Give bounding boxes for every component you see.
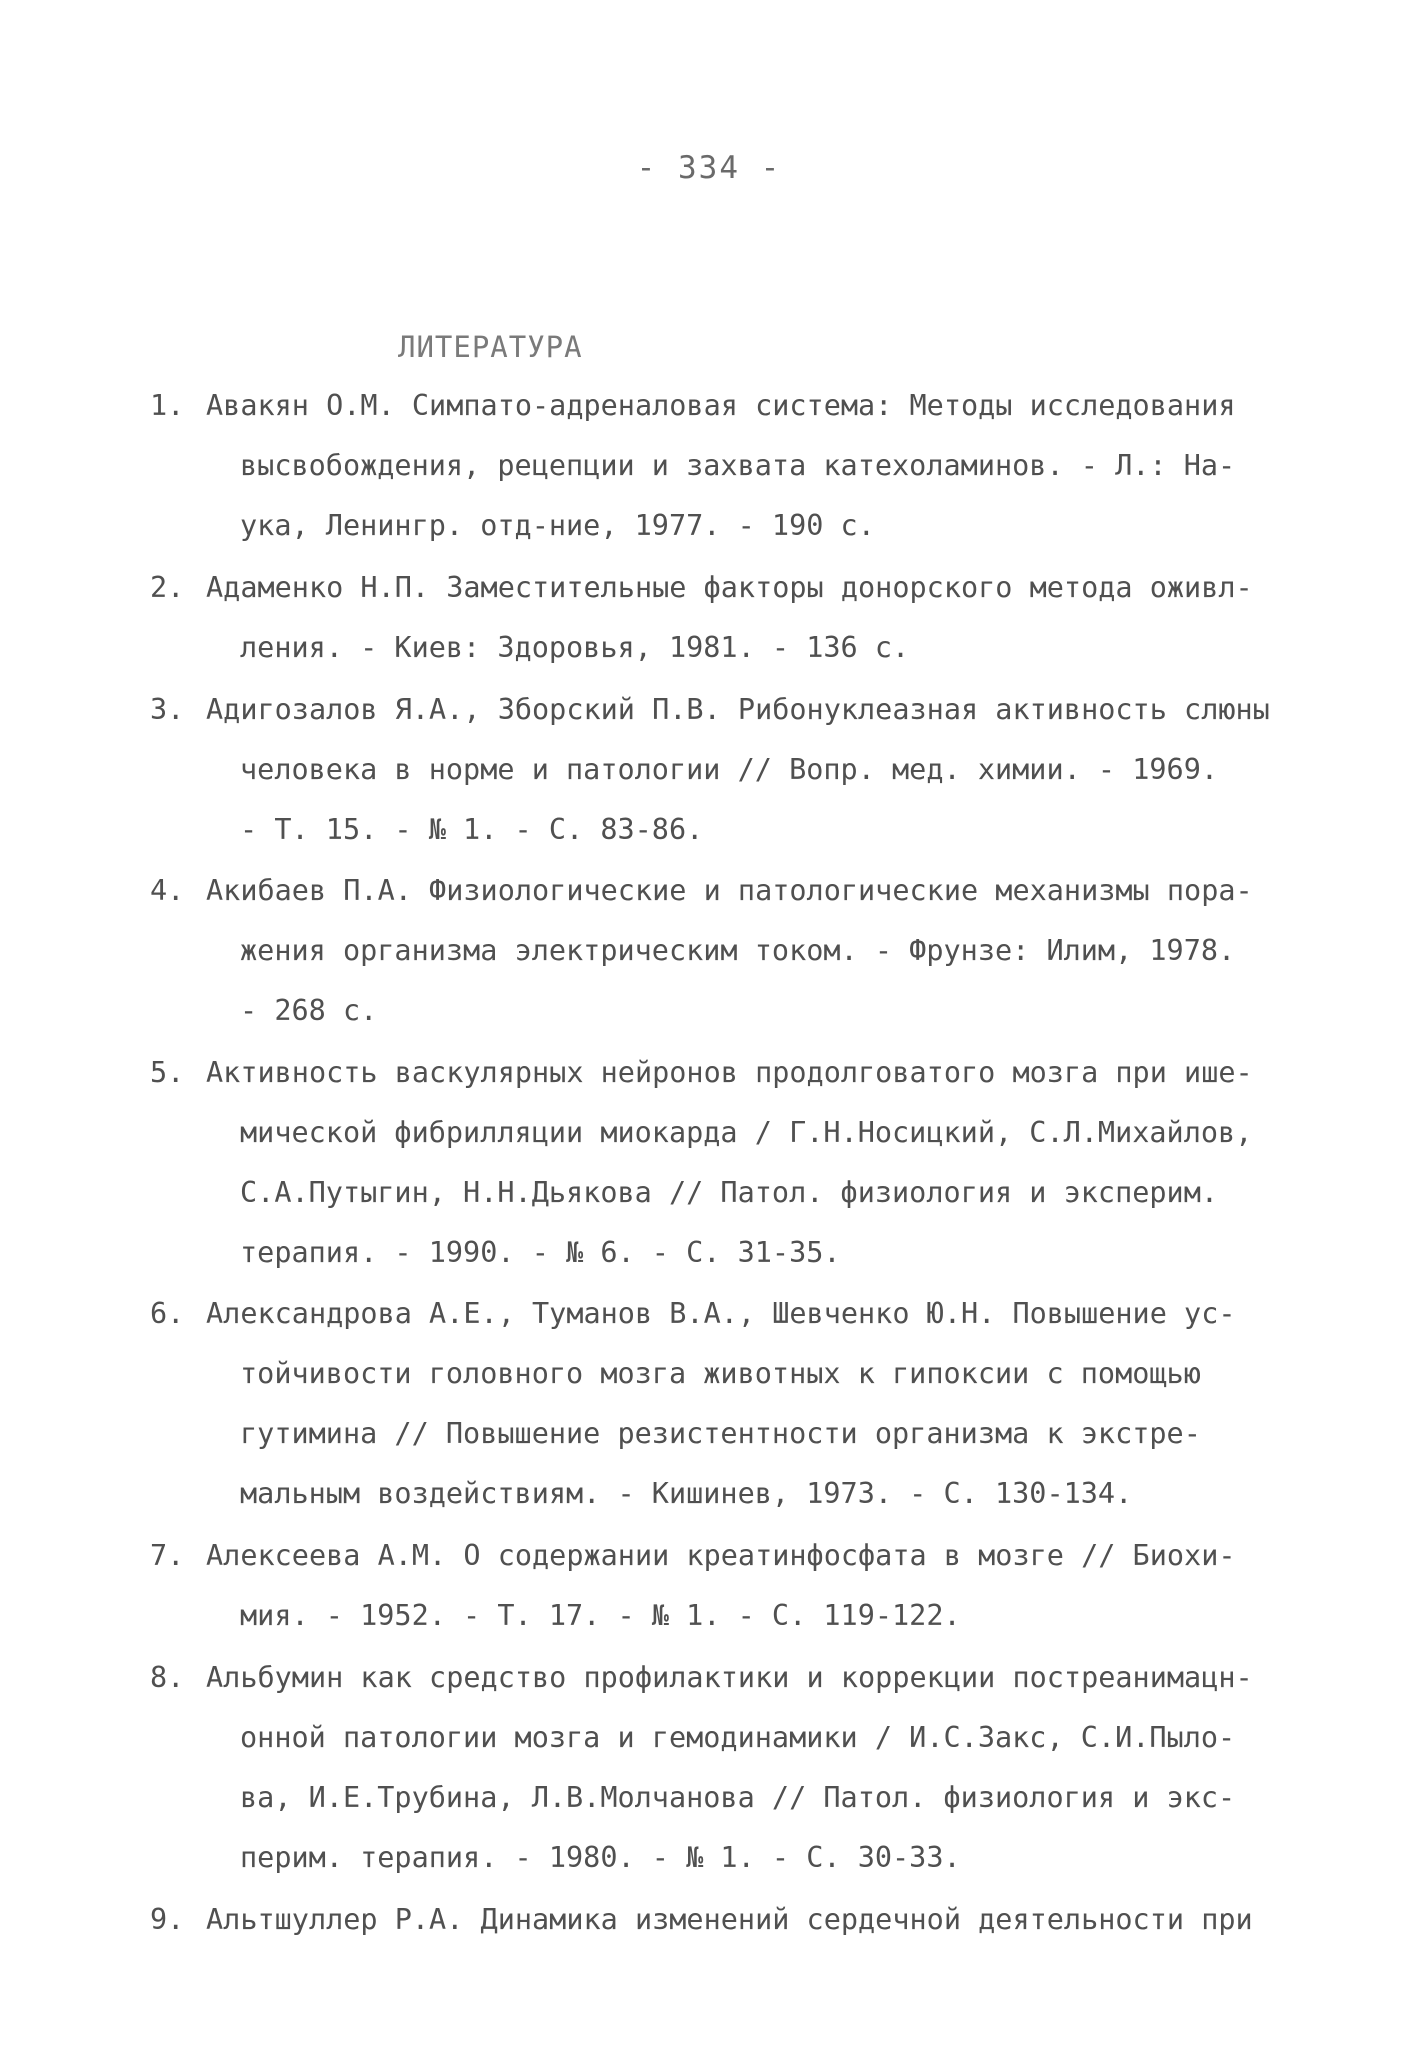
reference-line [150, 1297, 1236, 1330]
reference-text: Александрова А.Е., Туманов В.А., Шевченко Ю.Н. Повышение ус- [206, 1297, 1236, 1330]
reference-number: 3. [150, 693, 185, 726]
reference-text: Адигозалов Я.А., Зборский П.В. Рибонуклеазная активность слюны [206, 693, 1270, 726]
reference-text: Активность васкулярных нейронов продолговатого мозга при ише- [206, 1056, 1253, 1089]
reference-line: ления. - Киев: Здоровья, 1981. - 136 с. [240, 631, 910, 664]
reference-number: 5. [150, 1056, 185, 1089]
reference-line: - Т. 15. - № 1. - С. 83-86. [240, 813, 704, 846]
reference-line: ва, И.Е.Трубина, Л.В.Молчанова // Патол. физиология и экс- [240, 1781, 1236, 1814]
page-number: - 334 - [636, 150, 782, 186]
reference-line [150, 693, 1270, 726]
reference-text: Авакян О.М. Симпато-адреналовая система: Методы исследования [206, 389, 1236, 422]
reference-line: С.А.Путыгин, Н.Н.Дьякова // Патол. физиология и эксперим. [240, 1176, 1219, 1209]
reference-text: Адаменко Н.П. Заместительные факторы донорского метода оживл- [206, 571, 1253, 604]
section-heading: ЛИТЕРАТУРА [398, 330, 583, 364]
reference-number: 1. [150, 389, 185, 422]
reference-line: онной патологии мозга и гемодинамики / И.С.Закс, С.И.Пыло- [240, 1721, 1236, 1754]
reference-line: мальным воздействиям. - Кишинев, 1973. - С. 130-134. [240, 1477, 1133, 1510]
reference-number: 8. [150, 1661, 185, 1694]
reference-line [150, 571, 1253, 604]
reference-line [150, 1539, 1236, 1572]
reference-line: ука, Ленингр. отд-ние, 1977. - 190 с. [240, 509, 875, 542]
reference-number: 6. [150, 1297, 185, 1330]
reference-line: мической фибрилляции миокарда / Г.Н.Носицкий, С.Л.Михайлов, [240, 1116, 1253, 1149]
reference-line: мия. - 1952. - Т. 17. - № 1. - С. 119-122. [240, 1599, 961, 1632]
reference-line: перим. терапия. - 1980. - № 1. - С. 30-33. [240, 1841, 961, 1874]
reference-text: Альбумин как средство профилактики и коррекции постреанимацн- [206, 1661, 1253, 1694]
reference-text: Альтшуллер Р.А. Динамика изменений сердечной деятельности при [206, 1903, 1253, 1936]
reference-line: высвобождения, рецепции и захвата катехоламинов. - Л.: На- [240, 449, 1236, 482]
reference-line [150, 874, 1253, 907]
reference-text: Алексеева А.М. О содержании креатинфосфата в мозге // Биохи- [206, 1539, 1236, 1572]
reference-line: человека в норме и патологии // Вопр. мед. химии. - 1969. [240, 753, 1219, 786]
reference-line: терапия. - 1990. - № 6. - С. 31-35. [240, 1236, 841, 1269]
reference-line: - 268 с. [240, 994, 378, 1027]
reference-number: 4. [150, 874, 185, 907]
reference-number: 7. [150, 1539, 185, 1572]
reference-number: 9. [150, 1903, 185, 1936]
reference-line [150, 1056, 1253, 1089]
reference-line: тойчивости головного мозга животных к гипоксии с помощью [240, 1357, 1201, 1390]
reference-line: жения организма электрическим током. - Фрунзе: Илим, 1978. [240, 934, 1236, 967]
reference-line [150, 1661, 1253, 1694]
reference-line [150, 389, 1236, 422]
reference-number: 2. [150, 571, 185, 604]
reference-text: Акибаев П.А. Физиологические и патологические механизмы пора- [206, 874, 1253, 907]
reference-line: гутимина // Повышение резистентности организма к экстре- [240, 1417, 1201, 1450]
reference-line [150, 1903, 1253, 1936]
